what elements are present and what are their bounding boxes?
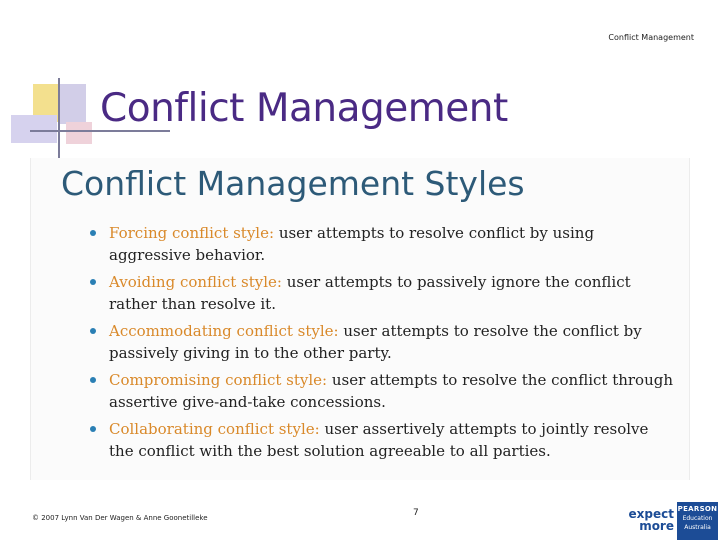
logo-line-1: expect	[628, 507, 674, 521]
decorative-vertical-line	[58, 78, 60, 158]
content-panel	[30, 158, 690, 480]
list-item-accommodating	[87, 320, 677, 364]
logo-line-2: more	[639, 519, 674, 533]
slide-title: Conflict Management	[100, 86, 508, 131]
style-description: user attempts to resolve the conflict by passively giving in to the other party.	[109, 322, 642, 362]
bullet-icon	[90, 377, 96, 383]
bullet-icon	[90, 279, 96, 285]
style-term: Compromising conflict style:	[109, 371, 328, 389]
style-list	[87, 222, 677, 467]
style-description: user attempts to resolve conflict by using aggressive behavior.	[109, 224, 595, 264]
style-description: user attempts to passively ignore the conflict rather than resolve it.	[109, 273, 631, 313]
decorative-square-lilac	[11, 115, 57, 143]
decorative-square-lilac-2	[58, 84, 86, 124]
list-item-forcing	[87, 222, 677, 266]
panel-title: Conflict Management Styles	[61, 164, 525, 203]
style-term: Avoiding conflict style:	[109, 273, 282, 291]
page-number: 7	[413, 508, 419, 518]
decorative-square-pink	[66, 122, 92, 144]
pearson-logo	[677, 502, 718, 540]
publisher-sub-1: Education	[682, 515, 713, 522]
style-term: Accommodating conflict style:	[109, 322, 339, 340]
footer-copyright: © 2007 Lynn Van Der Wagen & Anne Goonetilleke	[32, 514, 208, 522]
style-term: Forcing conflict style:	[109, 224, 275, 242]
style-description: user attempts to resolve the conflict through assertive give-and-take concessions.	[109, 371, 674, 411]
bullet-icon	[90, 230, 96, 236]
publisher-name: PEARSON	[677, 505, 718, 513]
header-label: Conflict Management	[608, 33, 694, 42]
style-description: user assertively attempts to jointly resolve the conflict with the best solution agreeable to all parties.	[109, 420, 649, 460]
bullet-icon	[90, 426, 96, 432]
list-item-collaborating	[87, 418, 677, 462]
style-term: Collaborating conflict style:	[109, 420, 320, 438]
expect-more-logo	[624, 508, 674, 532]
list-item-compromising	[87, 369, 677, 413]
list-item-avoiding	[87, 271, 677, 315]
bullet-icon	[90, 328, 96, 334]
publisher-sub-2: Australia	[684, 524, 711, 531]
